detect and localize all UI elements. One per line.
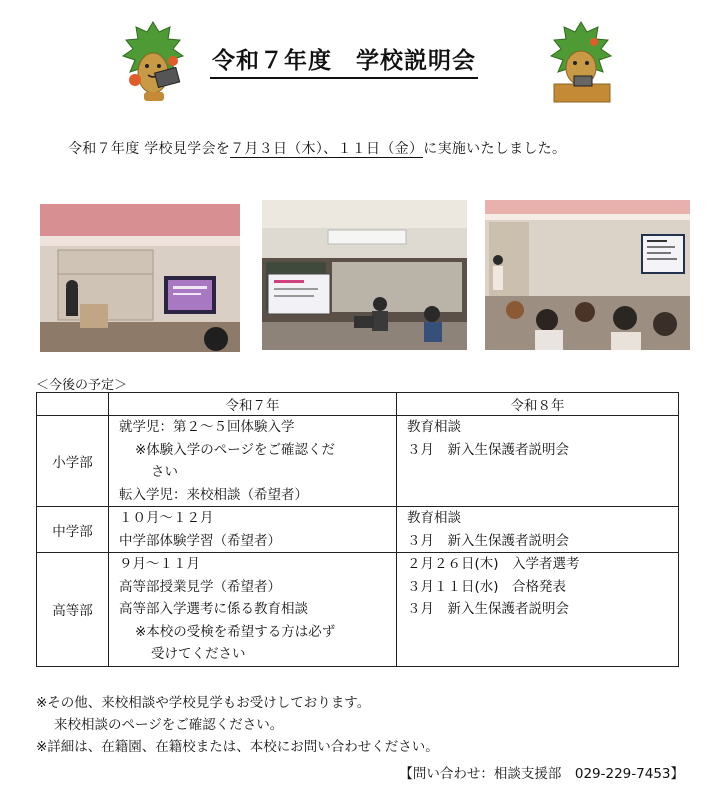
r8-cell: [397, 416, 679, 507]
schedule-heading: ＜今後の予定＞: [36, 378, 128, 393]
r7-cell: [109, 507, 397, 553]
contact-info: 【問い合わせ：相談支援部 029-229-7453】: [399, 766, 684, 782]
header: [30, 8, 682, 126]
schedule-line: ※本校の受検を希望する方は必ず: [135, 623, 336, 640]
schedule-line: １０月～１２月: [119, 510, 214, 526]
note-line: 来校相談のページをご確認ください。: [54, 717, 284, 733]
r7-cell: [109, 553, 397, 667]
schedule-line: 受けてください: [151, 646, 246, 662]
notes: [36, 692, 439, 758]
mascot-illustration-right: [546, 18, 616, 110]
schedule-line: ９月～１１月: [119, 556, 200, 572]
table-row: [37, 416, 679, 507]
schedule-line: 教育相談: [407, 419, 461, 435]
schedule-line: 中学部体験学習（希望者）: [119, 532, 281, 549]
dept-label: 中学部: [37, 507, 109, 553]
table-header-cell: 令和８年: [397, 393, 679, 416]
table-header-row: [37, 393, 679, 416]
schedule-line: ３月 新入生保護者説明会: [407, 532, 569, 549]
table-row: [37, 507, 679, 553]
r7-cell: [109, 416, 397, 507]
intro-dates: ７月３日（木）、１１日（金）: [230, 141, 424, 157]
photo-classroom-screen: [262, 200, 467, 350]
schedule-table: [36, 392, 679, 667]
dept-label: 高等部: [37, 553, 109, 667]
schedule-line: 就学児：第２～５回体験入学: [119, 419, 295, 435]
table-header-cell: [37, 393, 109, 416]
intro-suffix: に実施いたしました。: [423, 141, 567, 157]
schedule-line: さい: [151, 464, 178, 480]
note-line: ※詳細は、在籍園、在籍校または、本校にお問い合わせください。: [36, 739, 439, 755]
photo-presentation-hall: [40, 204, 240, 354]
table-row: [37, 553, 679, 667]
schedule-line: 転入学児：来校相談（希望者）: [119, 486, 308, 503]
schedule-line: ３月１１日(水) 合格発表: [407, 578, 567, 595]
photo-gallery: [40, 200, 690, 356]
note-line: ※その他、来校相談や学校見学もお受けしております。: [36, 695, 371, 711]
dept-label: 小学部: [37, 416, 109, 507]
schedule-line: 高等部入学選考に係る教育相談: [119, 601, 308, 617]
page-title: 令和７年度 学校説明会: [210, 42, 478, 79]
table-header-cell: 令和７年: [109, 393, 397, 416]
intro-text: [68, 138, 566, 158]
schedule-line: ２月２６日(木) 入学者選考: [407, 556, 580, 572]
schedule-line: ※体験入学のページをご確認くだ: [135, 441, 336, 458]
schedule-line: ３月 新入生保護者説明会: [407, 601, 569, 617]
photo-audience-screen: [485, 200, 690, 350]
r8-cell: [397, 553, 679, 667]
schedule-line: 教育相談: [407, 510, 461, 526]
mascot-illustration-left: [118, 18, 188, 110]
schedule-line: 高等部授業見学（希望者）: [119, 578, 281, 595]
schedule-line: ３月 新入生保護者説明会: [407, 441, 569, 458]
r8-cell: [397, 507, 679, 553]
intro-prefix: 令和７年度 学校見学会を: [68, 141, 231, 157]
